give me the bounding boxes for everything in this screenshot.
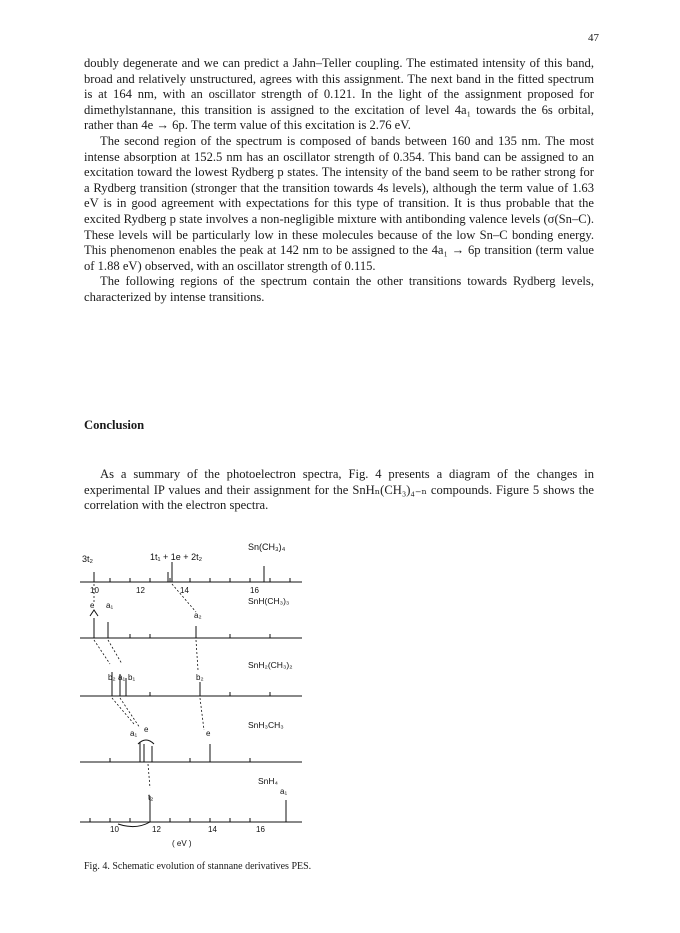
tick-14: 14 — [180, 586, 189, 595]
molecule-snh2me2: SnH₂(CH₃)₂ — [248, 660, 293, 670]
label-3t2: 3t₂ — [82, 554, 93, 564]
band-e-3: e — [144, 725, 149, 734]
paragraph-3: The following regions of the spectrum contain the other transitions towards Rydberg levels, characterized by intense transitions. — [84, 274, 594, 304]
paragraph-2: The second region of the spectrum is composed of bands between 160 and 135 nm. The most intense absorption at 152.5 nm has an oscillator strength of 0.354. This band can be assigned to an excitation toward the lowest Rydberg p states. The intensity of the band seem to be rather strong for a Rydberg transition (stronger that the transition towards 4s levels), although the term value of 1.63 eV is in good agreement with expectations for this type of transition. It is thus probable that the excited Rydberg p state involves a non-negligible mixture with antibonding valence levels (σ(Sn–C). These levels will be particularly low in these molecules because of the low Sn–C bonding energy. This phenomenon enables the peak at 142 nm to be assigned to the 4a₁ → 6p transition (term value of 1.88 eV) observed, with an oscillator strength of 0.115. — [84, 133, 594, 273]
bottom-tick-16: 16 — [256, 825, 265, 834]
band-a1-3: a₁ — [130, 729, 138, 738]
correlation-lines-2 — [112, 698, 204, 730]
band-b1: b₁ — [128, 673, 136, 682]
axis-snhme3 — [80, 610, 302, 638]
label-combo: 1t₁ + 1e + 2t₂ — [150, 552, 203, 562]
page-number: 47 — [588, 32, 599, 44]
band-e: e — [90, 601, 95, 610]
correlation-lines-1 — [94, 584, 198, 670]
band-t2: t₂ — [148, 793, 154, 802]
body-text — [84, 56, 594, 306]
band-a1: a₁ — [106, 601, 114, 610]
figure-caption: Fig. 4. Schematic evolution of stannane derivatives PES. — [84, 861, 312, 872]
axis-snh3me — [80, 740, 302, 762]
axis-snme4 — [80, 562, 302, 582]
tick-12: 12 — [136, 586, 145, 595]
tick-10: 10 — [90, 586, 99, 595]
molecule-snh3me: SnH₃CH₃ — [248, 720, 284, 730]
correlation-lines-3 — [148, 764, 150, 788]
molecule-snhme3: SnH(CH₃)₃ — [248, 596, 290, 606]
bottom-tick-14: 14 — [208, 825, 217, 834]
pes-diagram — [80, 532, 320, 852]
band-e-3b: e — [206, 729, 211, 738]
axis-snh4 — [80, 796, 302, 827]
molecule-snh4: SnH₄ — [258, 776, 279, 786]
section-heading: Conclusion — [84, 418, 145, 432]
summary-paragraph: As a summary of the photoelectron spectra, Fig. 4 presents a diagram of the changes in experimental IP values and their assignment for the SnHₙ(CH₃)₄₋ₙ compounds. Figure 5 shows the correlation with the electron spectra. — [84, 467, 594, 513]
bottom-tick-12: 12 — [152, 825, 161, 834]
band-b2: b₂ — [108, 673, 116, 682]
tick-16: 16 — [250, 586, 259, 595]
axis-unit: ( eV ) — [172, 839, 192, 848]
band-a2: a₂ — [194, 611, 202, 620]
molecule-snme4: Sn(CH₃)₄ — [248, 542, 286, 552]
paragraph-1: doubly degenerate and we can predict a Jahn–Teller coupling. The estimated intensity of this band, broad and relatively unstructured, agrees with this assignment. The next band in the fitted spectrum is at 164 nm, with an oscillator strength of 0.121. In the light of the assignment proposed for dimethylstannane, this transition is assigned to the excitation of level 4a₁ towards the 6s orbital, rather than 4e → 6p. The term value of this excitation is 2.76 eV. — [84, 56, 594, 133]
bottom-tick-10: 10 — [110, 825, 119, 834]
band-a1-2: a₁ — [118, 673, 126, 682]
band-b2-b: b₂ — [196, 673, 204, 682]
band-a1-4: a₁ — [280, 787, 288, 796]
